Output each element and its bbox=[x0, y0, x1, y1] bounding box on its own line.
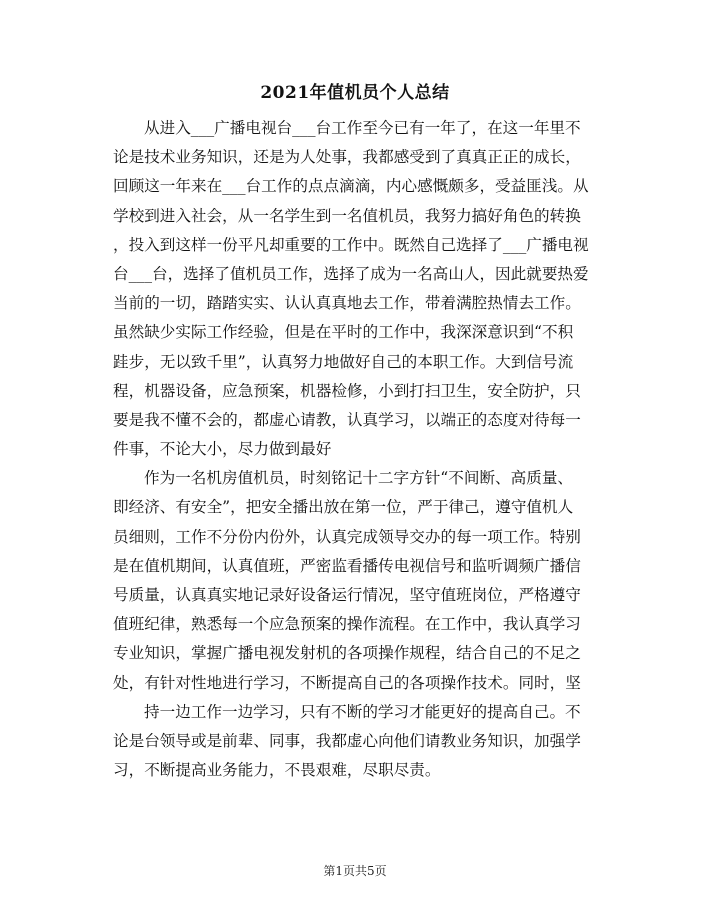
page-title: 2021年值机员个人总结 bbox=[260, 83, 450, 103]
paragraph-line: 员细则，工作不分份内份外，认真完成领导交办的每一项工作。特别 bbox=[113, 527, 581, 546]
paragraph-line: 回顾这一年来在___台工作的点点滴滴，内心感慨颇多，受益匪浅。从 bbox=[113, 177, 589, 196]
paragraph-line: 处，有针对性地进行学习，不断提高自己的各项操作技术。同时，坚 bbox=[113, 673, 581, 692]
paragraph-line: 是在值机期间，认真值班，严密监看播传电视信号和监听调频广播信 bbox=[113, 556, 581, 575]
page-number: 第1页共5页 bbox=[323, 864, 387, 878]
paragraph-line: 虽然缺少实际工作经验，但是在平时的工作中，我深深意识到“不积 bbox=[113, 323, 574, 342]
paragraph-line: 持一边工作一边学习，只有不断的学习才能更好的提高自己。不 bbox=[144, 702, 581, 721]
paragraph-line: 台___台，选择了值机员工作，选择了成为一名高山人，因此就要热爱 bbox=[113, 264, 589, 283]
paragraph-line: 从进入___广播电视台___台工作至今已有一年了，在这一年里不 bbox=[144, 119, 581, 137]
paragraph-line: 学校到进入社会，从一名学生到一名值机员，我努力搞好角色的转换 bbox=[113, 206, 581, 225]
paragraph-line: 当前的一切，踏踏实实、认认真真地去工作，带着满腔热情去工作。 bbox=[113, 294, 581, 313]
paragraph-line: 专业知识，掌握广播电视发射机的各项操作规程，结合自己的不足之 bbox=[113, 644, 581, 663]
paragraph-line: ，投入到这样一份平凡却重要的工作中。既然自己选择了___广播电视 bbox=[113, 235, 589, 254]
paragraph-line: 论是技术业务知识，还是为人处事，我都感受到了真真正正的成长， bbox=[113, 148, 581, 167]
paragraph-line: 程，机器设备，应急预案，机器检修，小到打扫卫生，安全防护，只 bbox=[113, 381, 581, 400]
paragraph-line: 即经济、有安全”，把安全播出放在第一位，严于律己，遵守值机人 bbox=[113, 498, 574, 517]
paragraph-line: 跬步，无以致千里”，认真努力地做好自己的本职工作。大到信号流 bbox=[113, 352, 574, 371]
document-body bbox=[113, 114, 603, 785]
paragraph-line: 习，不断提高业务能力，不畏艰难，尽职尽责。 bbox=[113, 761, 441, 780]
paragraph-line: 值班纪律，熟悉每一个应急预案的操作流程。在工作中，我认真学习 bbox=[113, 615, 581, 634]
paragraph-line: 作为一名机房值机员，时刻铭记十二字方针“不间断、高质量、 bbox=[144, 469, 574, 488]
paragraph-line: 要是我不懂不会的，都虚心请教，认真学习，以端正的态度对待每一 bbox=[113, 410, 581, 429]
paragraph-line: 号质量，认真真实地记录好设备运行情况，坚守值班岗位，严格遵守 bbox=[113, 586, 581, 604]
paragraph-line: 件事，不论大小，尽力做到最好 bbox=[113, 440, 332, 459]
paragraph-line: 论是台领导或是前辈、同事，我都虚心向他们请教业务知识，加强学 bbox=[113, 731, 581, 750]
